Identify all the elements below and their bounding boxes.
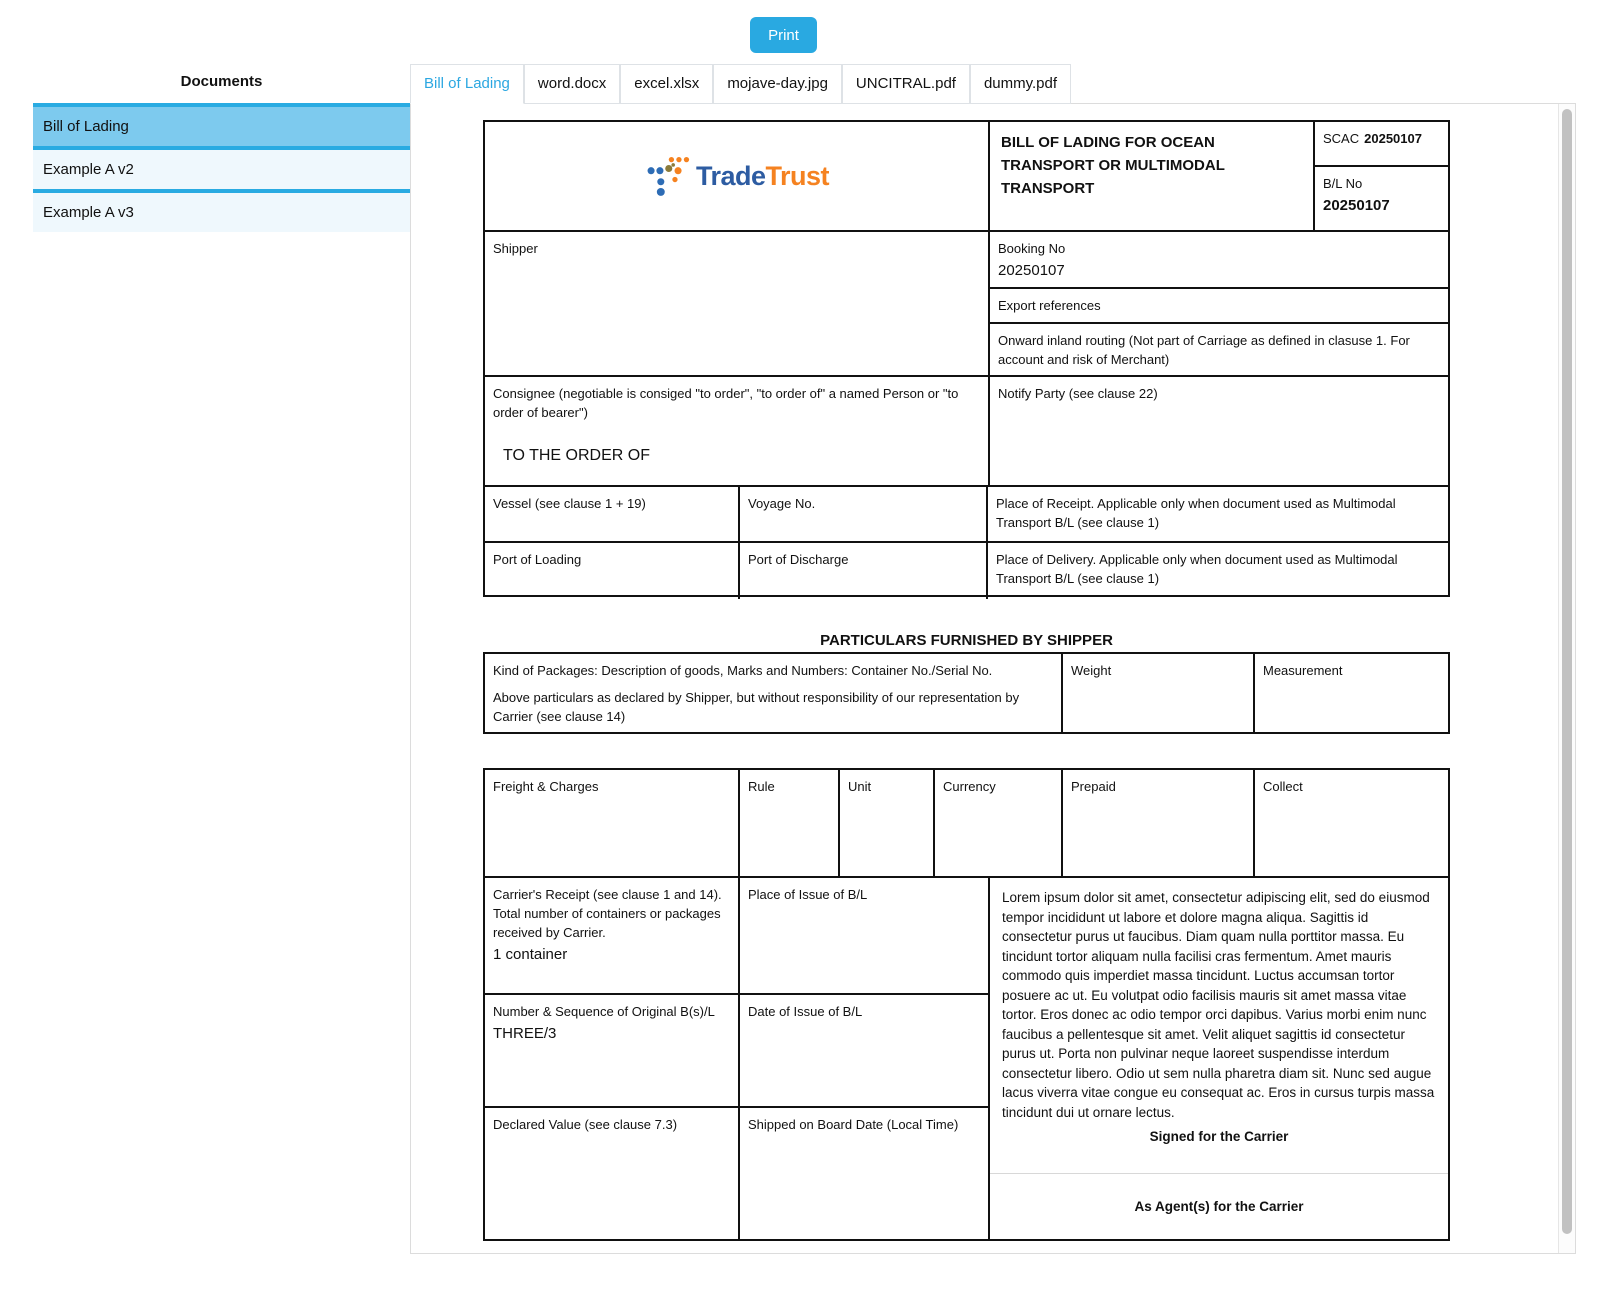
- port-of-discharge-cell: Port of Discharge: [740, 543, 988, 599]
- shipper-cell: Shipper: [485, 232, 990, 375]
- place-of-receipt-cell: Place of Receipt. Applicable only when document used as Multimodal Transport B/L (see clause 1): [996, 496, 1396, 530]
- collect-header: Collect: [1263, 779, 1303, 794]
- booking-no-cell: [990, 232, 1448, 289]
- vessel-cell: Vessel (see clause 1 + 19): [485, 487, 740, 541]
- tab-word-docx[interactable]: word.docx: [524, 64, 620, 104]
- tradetrust-logo-text: TradeTrust: [695, 160, 830, 191]
- bill-of-lading-document: [483, 120, 1450, 1241]
- onward-routing-cell: Onward inland routing (Not part of Carriage as defined in clasuse 1. For account and risk of Merchant): [998, 333, 1410, 367]
- consignee-cell: [485, 377, 990, 485]
- bl-no-label: B/L No: [1323, 176, 1363, 191]
- booking-no-label: Booking No: [998, 241, 1066, 256]
- place-of-issue-cell: Place of Issue of B/L: [740, 878, 988, 995]
- consignee-label: Consignee (negotiable is consiged "to order", "to order of" a named Person or "to order of bearer"): [493, 386, 959, 420]
- bl-no-cell: [1315, 167, 1448, 230]
- scrollbar-thumb[interactable]: [1562, 109, 1572, 1234]
- port-of-loading-cell: Port of Loading: [485, 543, 740, 599]
- scac-cell: [1315, 122, 1448, 167]
- declared-value-cell: Declared Value (see clause 7.3): [493, 1117, 678, 1132]
- date-of-issue-cell: Date of Issue of B/L: [740, 995, 988, 1108]
- logo-cell: [485, 122, 990, 230]
- shipped-on-board-cell: Shipped on Board Date (Local Time): [748, 1117, 959, 1132]
- kind-of-packages-line1: Kind of Packages: Description of goods, Marks and Numbers: Container No./Serial No.: [493, 663, 993, 678]
- originals-label: Number & Sequence of Original B(s)/L: [493, 1004, 715, 1019]
- sidebar-item-bill-of-lading[interactable]: Bill of Lading: [33, 103, 410, 146]
- kind-of-packages-line2: Above particulars as declared by Shipper, but without responsibility of our representation by Carrier (see clause 14): [493, 690, 1020, 724]
- document-title: BILL OF LADING FOR OCEAN TRANSPORT OR MULTIMODAL TRANSPORT: [990, 122, 1315, 230]
- particulars-title: PARTICULARS FURNISHED BY SHIPPER: [820, 632, 1113, 649]
- place-of-delivery-cell: Place of Delivery. Applicable only when document used as Multimodal Transport B/L (see clause 1): [996, 552, 1398, 586]
- vertical-scrollbar[interactable]: [1558, 104, 1575, 1253]
- measurement-cell: Measurement: [1263, 663, 1343, 678]
- tab-dummy-pdf[interactable]: dummy.pdf: [970, 64, 1071, 104]
- tab-excel-xlsx[interactable]: excel.xlsx: [620, 64, 713, 104]
- currency-header: Currency: [935, 770, 1063, 876]
- carriers-receipt-value: 1 container: [493, 946, 568, 963]
- tab-uncitral-pdf[interactable]: UNCITRAL.pdf: [842, 64, 970, 104]
- booking-no-value: 20250107: [998, 262, 1065, 279]
- sidebar-item-example-a-v2[interactable]: Example A v2: [33, 146, 410, 189]
- unit-header: Unit: [840, 770, 935, 876]
- documents-sidebar: [33, 103, 410, 232]
- tab-mojave-day-jpg[interactable]: mojave-day.jpg: [713, 64, 842, 104]
- scac-value: 20250107: [1364, 131, 1422, 146]
- carriers-receipt-cell: [485, 878, 738, 995]
- file-tabs: [410, 64, 1071, 104]
- scac-label: SCAC: [1323, 131, 1360, 146]
- terms-text: Lorem ipsum dolor sit amet, consectetur adipiscing elit, sed do eiusmod tempor incididunt ut labore et dolore magna aliqua. Sagittis id consectetur purus ut faucibus. Diam quam nulla porttitor massa. Eu tincidunt tortor aliquam nulla facilisi cras fermentum. Amet mauris commodo quis imperdiet massa tincidunt. Luctus accumsan tortor posuere ac ut. Eu volutpat odio facilisis mauris sit amet massa vitae tortor. Eros donec ac odio tempor orci dapibus. Varius morbi enim nunc faucibus a pellentesque sit amet. Velit aliquet sagittis id consectetur purus ut. Porta non pulvinar neque laoreet suspendisse interdum consectetur libero. Odio ut sem nulla pharetra diam sit. Nunc sed augue lacus viverra vitae congue eu consequat ac. Eros in cursus turpis massa tincidunt dui ut ornare lectus.: [1002, 890, 1435, 1120]
- weight-cell: Weight: [1063, 654, 1255, 732]
- tradetrust-logo: [644, 154, 829, 198]
- rule-header: Rule: [740, 770, 840, 876]
- prepaid-header: Prepaid: [1063, 770, 1255, 876]
- tradetrust-logo-icon: [644, 154, 690, 198]
- sidebar-item-example-a-v3[interactable]: Example A v3: [33, 189, 410, 232]
- export-references-cell: Export references: [990, 289, 1448, 324]
- signed-for-carrier-label: Signed for the Carrier: [1149, 1129, 1289, 1144]
- bl-no-value: 20250107: [1323, 197, 1390, 214]
- tab-bill-of-lading[interactable]: Bill of Lading: [410, 64, 524, 104]
- freight-charges-header: Freight & Charges: [485, 770, 740, 876]
- originals-cell: [485, 995, 738, 1108]
- originals-value: THREE/3: [493, 1025, 557, 1042]
- as-agents-for-carrier-label: As Agent(s) for the Carrier: [990, 1173, 1448, 1239]
- carriers-receipt-label: Carrier's Receipt (see clause 1 and 14). Total number of containers or packages received by Carrier.: [493, 887, 722, 940]
- voyage-no-cell: Voyage No.: [740, 487, 988, 541]
- sidebar-title: Documents: [180, 73, 263, 90]
- carrier-signature-cell: [990, 878, 1448, 1239]
- notify-party-cell: Notify Party (see clause 22): [998, 386, 1158, 401]
- print-button[interactable]: Print: [750, 17, 817, 53]
- consignee-value: TO THE ORDER OF: [503, 447, 650, 464]
- kind-of-packages-cell: [485, 654, 1063, 732]
